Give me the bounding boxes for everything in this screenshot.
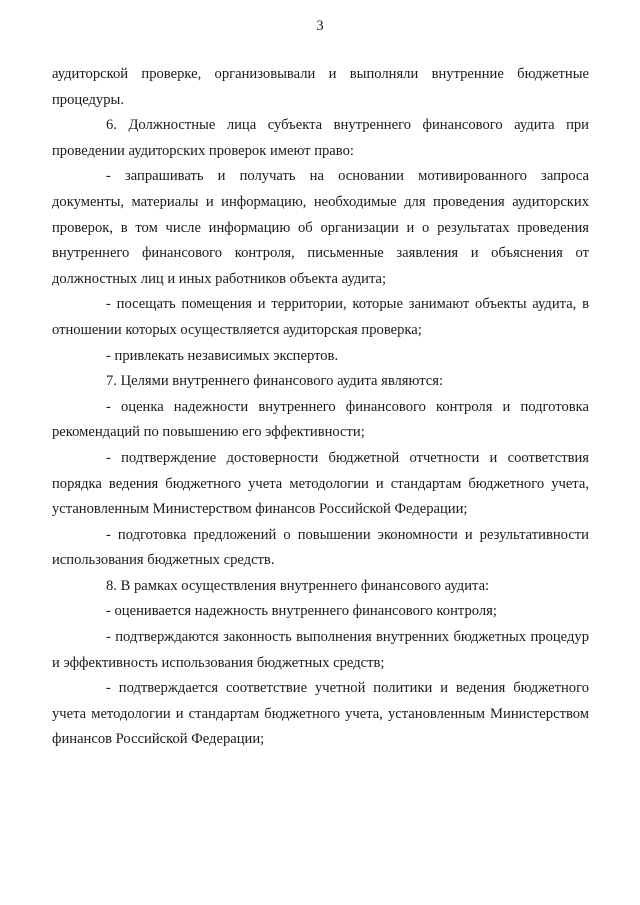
paragraph-audit-confirm-legality: - подтверждаются законность выполнения внутренних бюджетных процедур и эффективность использования бюджетных средств; bbox=[52, 629, 589, 671]
paragraph-goal-confirm-reporting: - подтверждение достоверности бюджетной отчетности и соответствия порядка ведения бюджетного учета методологии и стандартам бюджетного учета, установленным Министерством финансов Российской Федерации; bbox=[52, 449, 589, 518]
paragraph-right-request-documents: - запрашивать и получать на основании мотивированного запроса документы, материалы и информацию, необходимые для проведения аудиторских проверок, в том числе информацию об организации и о результатах проведения внутреннего финансового контроля, письменные заявления и объяснения от должностных лиц и иных работников объекта аудита; bbox=[52, 168, 589, 287]
paragraph-item-8: 8. В рамках осуществления внутреннего финансового аудита: bbox=[106, 577, 490, 594]
paragraph-audit-confirm-policy: - подтверждается соответствие учетной политики и ведения бюджетного учета методологии и стандартам бюджетного учета, установленным Министерством финансов Российской Федерации; bbox=[52, 680, 589, 748]
document-body bbox=[52, 62, 589, 753]
paragraph-audit-assess-control: - оценивается надежность внутреннего финансового контроля; bbox=[106, 603, 497, 620]
paragraph-item-6: 6. Должностные лица субъекта внутреннего финансового аудита при проведении аудиторских проверок имеют право: bbox=[52, 117, 589, 159]
paragraph-right-engage-experts: - привлекать независимых экспертов. bbox=[106, 347, 339, 364]
paragraph-right-visit-premises: - посещать помещения и территории, которые занимают объекты аудита, в отношении которых осуществляется аудиторская проверка; bbox=[52, 296, 589, 338]
paragraph-goal-assess-reliability: - оценка надежности внутреннего финансового контроля и подготовка рекомендаций по повышению его эффективности; bbox=[52, 398, 589, 441]
page-number: 3 bbox=[316, 18, 324, 34]
paragraph-continuation: аудиторской проверке, организовывали и выполняли внутренние бюджетные процедуры. bbox=[52, 66, 589, 108]
paragraph-goal-prepare-proposals: - подготовка предложений о повышении экономности и результативности использования бюджетных средств. bbox=[52, 526, 589, 569]
paragraph-item-7: 7. Целями внутреннего финансового аудита являются: bbox=[106, 373, 444, 390]
